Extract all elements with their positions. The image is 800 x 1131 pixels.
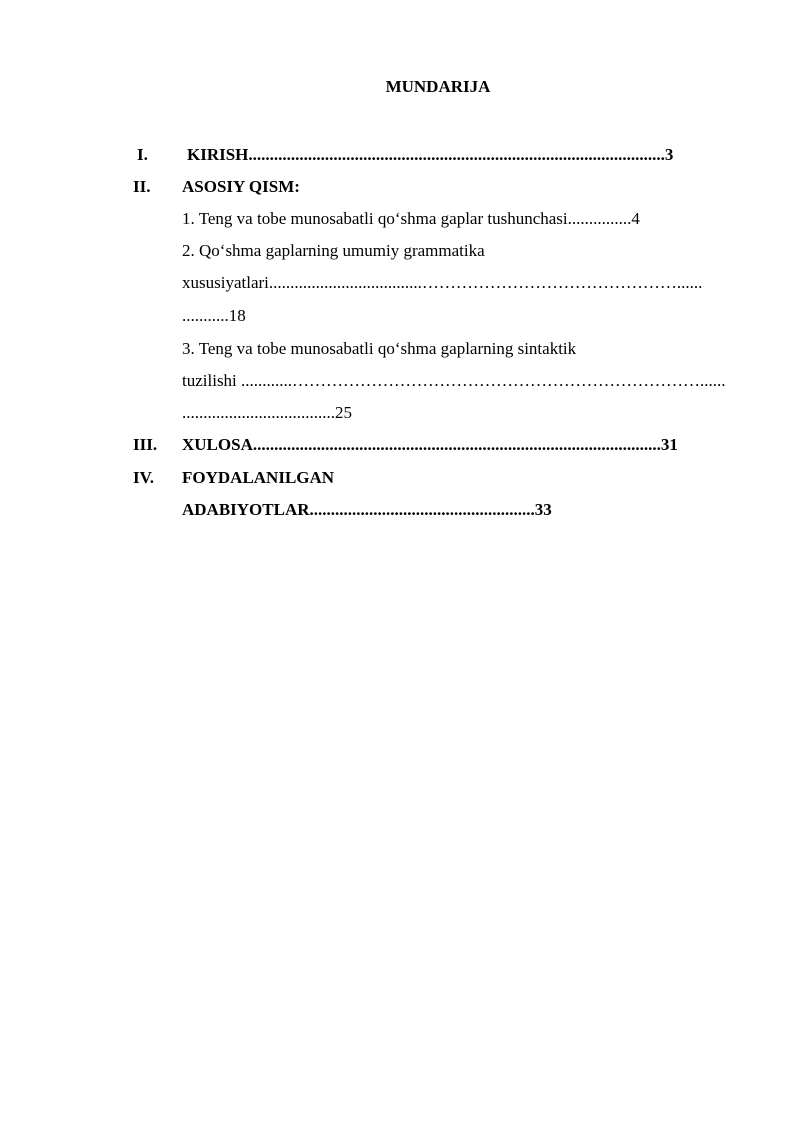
page-title: MUNDARIJA xyxy=(385,77,491,96)
section-numeral-3: III. xyxy=(133,435,158,454)
toc-subentry-2-line-3: ...........18 xyxy=(182,306,246,325)
toc-subentry-1: 1. Teng va tobe munosabatli qo‘shma gaplar tushunchasi...............4 xyxy=(182,209,640,228)
toc-entry-foydalanilgan: FOYDALANILGAN xyxy=(182,468,335,487)
toc-subentry-3-line-3: ....................................25 xyxy=(182,403,352,422)
toc-subentry-3-line-1: 3. Teng va tobe munosabatli qo‘shma gaplarning sintaktik xyxy=(182,339,577,358)
section-numeral-1: I. xyxy=(137,145,148,164)
toc-entry-xulosa: XULOSA................................................................................................31 xyxy=(182,435,678,454)
toc-subentry-2-line-1: 2. Qo‘shma gaplarning umumiy grammatika xyxy=(182,241,485,260)
toc-entry-asosiy-qism: ASOSIY QISM: xyxy=(182,177,300,196)
toc-subentry-2-line-2: xususiyatlari....................................………………………………………...... xyxy=(182,273,703,292)
section-numeral-4: IV. xyxy=(133,468,154,487)
toc-entry-kirish: KIRISH..................................................................................................3 xyxy=(187,145,674,164)
toc-entry-adabiyotlar: ADABIYOTLAR.....................................................33 xyxy=(182,500,552,519)
section-numeral-2: II. xyxy=(133,177,151,196)
toc-subentry-3-line-2: tuzilishi ............………………………………………………………………...... xyxy=(182,371,726,390)
